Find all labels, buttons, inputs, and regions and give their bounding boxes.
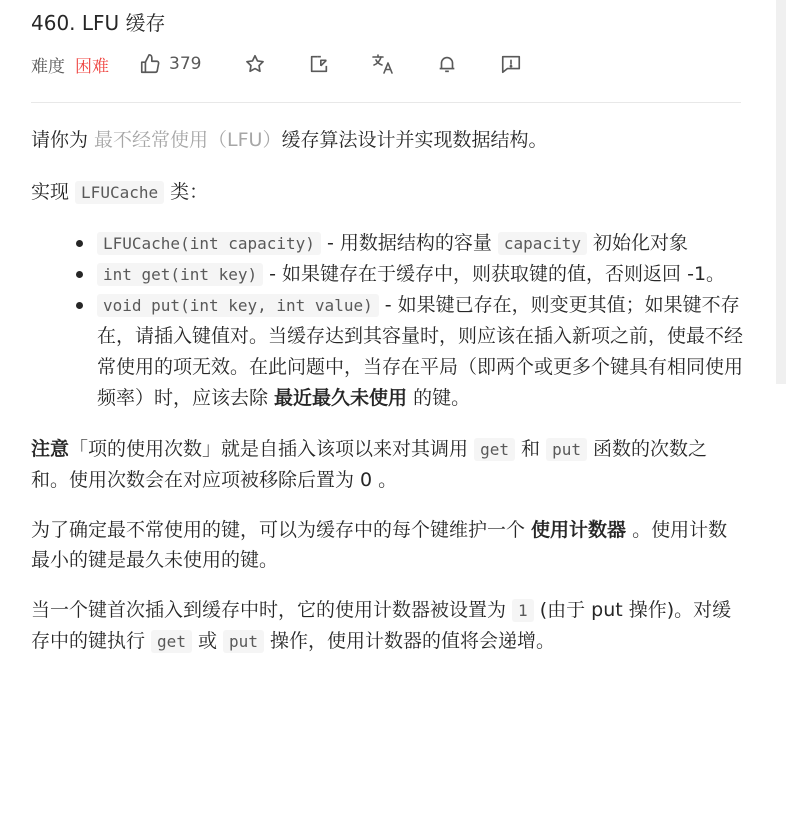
list-item-text: 的键。 (407, 387, 471, 409)
thumbs-up-icon (139, 53, 161, 75)
list-item-text: - 如果键已存在，则变更其值；如果键不存在，请插入键值对。当缓存达到其容量时，则应该在插入新项之前，使最不经常使用的项无效。在此问题中，当存在平局（即两个或更多个键具有相同使用频率）时，应该去除 (97, 294, 744, 409)
star-icon (244, 53, 266, 75)
problem-title: 460. LFU 缓存 (31, 11, 166, 35)
list-item-text: - 如果键存在于缓存中，则获取键的值，否则返回 -1。 (263, 263, 726, 285)
insert-paragraph (31, 595, 743, 657)
translate-button[interactable] (371, 52, 395, 76)
feedback-icon (500, 53, 522, 75)
intro-paragraph (31, 125, 743, 155)
emphasis-text: 最近最久未使用 (274, 387, 408, 409)
translate-icon (371, 52, 395, 76)
counter-text: 为了确定最不常使用的键，可以为缓存中的每个键维护一个 (31, 519, 532, 541)
bell-icon (436, 53, 458, 75)
impl-paragraph (31, 177, 743, 208)
note-paragraph (31, 434, 743, 495)
difficulty-label: 难度 (31, 56, 65, 77)
list-item-text: 初始化对象 (586, 232, 689, 254)
scrollbar[interactable] (776, 0, 786, 384)
like-count: 379 (169, 54, 202, 74)
code-inline: void put(int key, int value) (97, 294, 379, 317)
insert-text: 操作，使用计数器的值将会递增。 (263, 630, 555, 652)
intro-text: 请你为 (31, 129, 95, 151)
problem-description (31, 125, 743, 657)
note-text: 函数的次数之和。使用次数会在对应项被移除后置为 0 。 (31, 438, 708, 491)
share-button[interactable] (307, 52, 331, 76)
impl-text: 实现 (31, 181, 76, 203)
list-item (97, 228, 743, 259)
list-item (97, 290, 743, 414)
code-inline: capacity (498, 232, 587, 255)
share-icon (308, 53, 330, 75)
code-inline: get (151, 630, 192, 653)
method-list (31, 228, 743, 414)
problem-panel (31, 0, 743, 657)
code-inline: put (223, 630, 264, 653)
note-text: 和 (514, 438, 547, 460)
counter-paragraph (31, 515, 743, 575)
note-label: 注意 (31, 438, 70, 460)
code-inline: LFUCache(int capacity) (97, 232, 321, 255)
code-inline: int get(int key) (97, 263, 263, 286)
code-inline: get (474, 438, 515, 461)
insert-text: (由于 put 操作)。对缓存中的键执行 (31, 599, 732, 652)
favorite-button[interactable] (243, 52, 267, 76)
problem-meta-bar (31, 44, 743, 84)
list-item-text: - 用数据结构的容量 (320, 232, 498, 254)
notification-button[interactable] (435, 52, 459, 76)
difficulty-badge: 困难 (75, 56, 109, 77)
counter-text: 。使用计数最小的键是最久未使用的键。 (31, 519, 728, 571)
insert-text: 或 (191, 630, 224, 652)
code-inline: LFUCache (75, 181, 164, 204)
code-inline: put (546, 438, 587, 461)
lfu-link[interactable]: 最不经常使用（LFU） (94, 129, 282, 151)
intro-text-end: 缓存算法设计并实现数据结构。 (281, 129, 548, 151)
code-inline: 1 (512, 599, 534, 622)
list-item (97, 259, 743, 290)
impl-text-end: 类： (164, 181, 209, 203)
insert-text: 当一个键首次插入到缓存中时，它的使用计数器被设置为 (31, 599, 513, 621)
header-divider (31, 102, 741, 103)
feedback-button[interactable] (499, 52, 523, 76)
note-text: 「项的使用次数」就是自插入该项以来对其调用 (69, 438, 475, 460)
emphasis-text: 使用计数器 (531, 519, 627, 541)
like-button[interactable] (139, 53, 201, 75)
